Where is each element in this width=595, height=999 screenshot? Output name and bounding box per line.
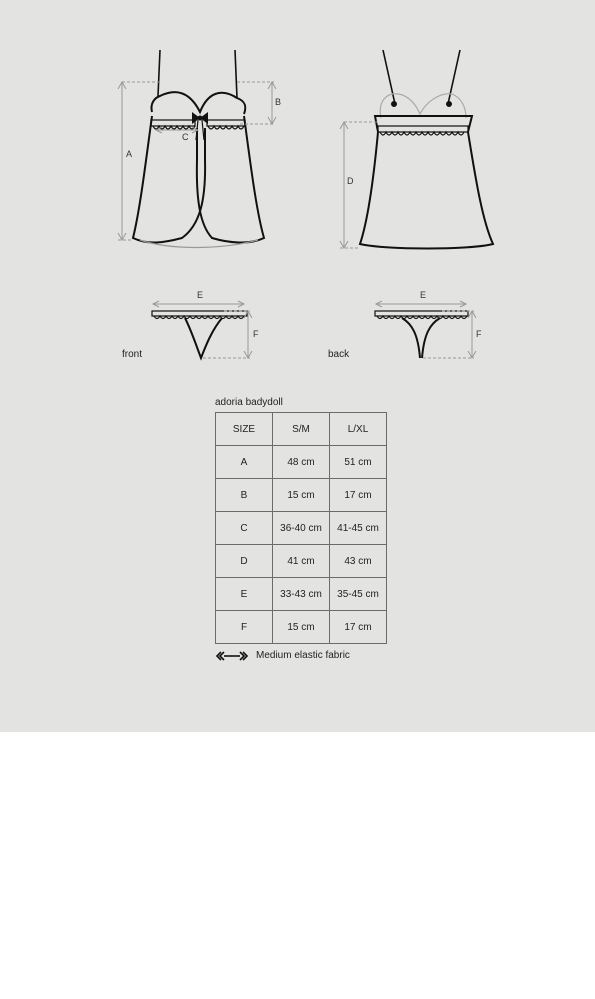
table-row [216,611,387,644]
elastic-note-text: Medium elastic fabric [256,650,350,661]
table-row [216,446,387,479]
dimension-a [118,82,160,240]
dimension-f-back [423,311,476,358]
label-f-front: F [253,329,259,339]
size-cell: E [216,578,273,611]
size-table [215,412,387,644]
garment-diagram [0,0,595,400]
value-cell: 41 cm [273,545,330,578]
value-cell: 33-43 cm [273,578,330,611]
babydoll-front [133,50,264,248]
value-cell: 35-45 cm [330,578,387,611]
header-cell: L/XL [330,413,387,446]
label-d: D [347,176,354,186]
dimension-e-front [153,301,244,307]
thong-front [152,311,247,358]
header-cell: S/M [273,413,330,446]
size-cell: F [216,611,273,644]
dimension-e-back [376,301,466,307]
view-label-front: front [122,349,143,360]
table-row [216,578,387,611]
dimension-c [156,127,198,133]
size-cell: B [216,479,273,512]
value-cell: 15 cm [273,479,330,512]
thong-back [375,311,468,358]
header-cell: SIZE [216,413,273,446]
size-cell: C [216,512,273,545]
elastic-arrow-icon [215,651,249,661]
value-cell: 48 cm [273,446,330,479]
value-cell: 17 cm [330,611,387,644]
value-cell: 43 cm [330,545,387,578]
view-label-back: back [328,349,350,360]
label-b: B [275,97,282,107]
value-cell: 51 cm [330,446,387,479]
label-f-back: F [476,329,482,339]
value-cell: 15 cm [273,611,330,644]
label-e-front: E [197,290,204,300]
table-row [216,545,387,578]
table-header-row [216,413,387,446]
elastic-note [215,650,350,661]
value-cell: 17 cm [330,479,387,512]
label-c: C [182,132,189,142]
size-cell: A [216,446,273,479]
table-row [216,512,387,545]
value-cell: 36-40 cm [273,512,330,545]
table-row [216,479,387,512]
product-title: adoria badydoll [215,397,283,408]
lace-band-back [378,126,468,135]
label-a: A [126,149,133,159]
size-cell: D [216,545,273,578]
value-cell: 41-45 cm [330,512,387,545]
babydoll-back [360,50,493,249]
label-e-back: E [420,290,427,300]
